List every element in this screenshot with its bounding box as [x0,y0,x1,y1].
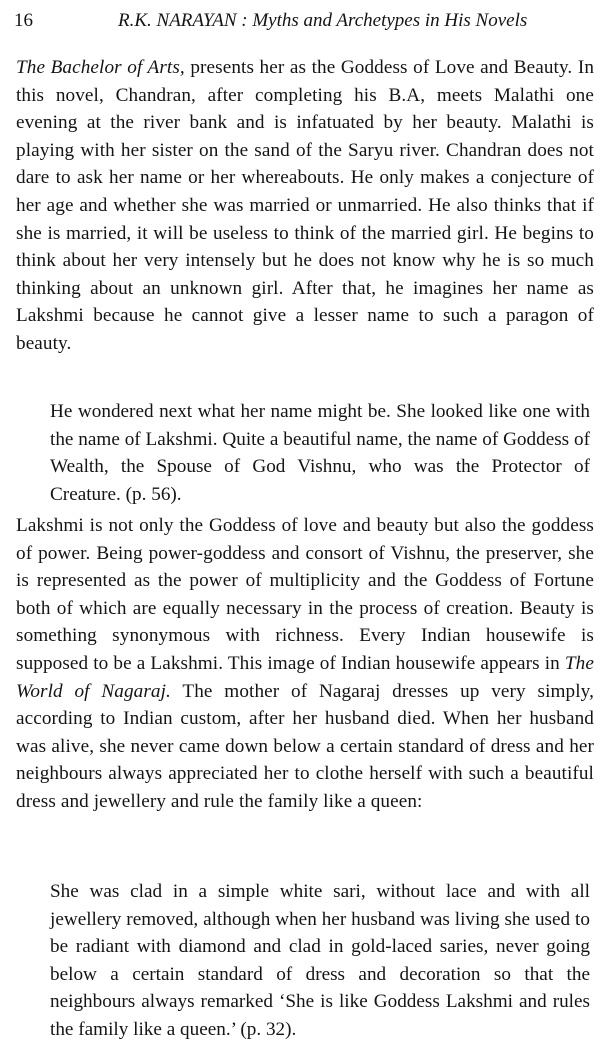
running-header [8,6,592,36]
book-title-bachelor-of-arts: The Bachelor of Arts, [16,57,185,78]
block-quote-2: She was clad in a simple white sari, without lace and with all jewellery removed, although when her husband was living she used to be radiant with diamond and clad in gold-laced saries, never going below a certain standard of dress and decoration so that the neighbours always remarked ‘She is like Goddess Lakshmi and rules the family like a queen.’ (p. 32). [50,881,590,1040]
page-number: 16 [14,10,33,31]
book-title-world-of-nagaraj: The World of Nagaraj. [16,652,594,702]
running-title: R.K. NARAYAN : Myths and Archetypes in His Novels [118,10,528,31]
body-paragraph-2 [16,512,594,816]
block-quote-1: He wondered next what her name might be. She looked like one with the name of Lakshmi. Quite a beautiful name, the name of Goddess of Wealth, the Spouse of God Vishnu, who was the Protector of Creature. (p. 56). [50,401,590,505]
paragraph-2-text-before: Lakshmi is not only the Goddess of love and beauty but also the goddess of power. Being power-goddess and consort of Vishnu, the preserver, she is represented as the power of multiplicity and the Goddess of Fortune both of which are equally necessary in the process of creation. Beauty is something synonymous with richness. Every Indian housewife is supposed to be a Lakshmi. This image of Indian housewife appears in [16,515,594,674]
paragraph-1-text: presents her as the Goddess of Love and Beauty. In this novel, Chandran, after completing his B.A, meets Malathi one evening at the river bank and is infatuated by her beauty. Malathi is playing with her sister on the sand of the Saryu river. Chandran does not dare to ask her name or her whereabouts. He only makes a conjecture of her age and whether she was married or unmarried. He also thinks that if she is married, it will be useless to think of the married girl. He begins to think about her very intensely but he does not know why he is so much thinking about an unknown girl. After that, he imagines her name as Lakshmi because he cannot give a lesser name to such a paragon of beauty. [16,57,595,354]
paragraph-2-text-after: The mother of Nagaraj dresses up very simply, according to Indian custom, after her husband died. When her husband was alive, she never came down below a certain standard of dress and her neighbours always appreciated her to clothe herself with such a beautiful dress and jewellery and rule the family like a queen: [16,680,594,812]
body-paragraph-1 [16,54,594,358]
